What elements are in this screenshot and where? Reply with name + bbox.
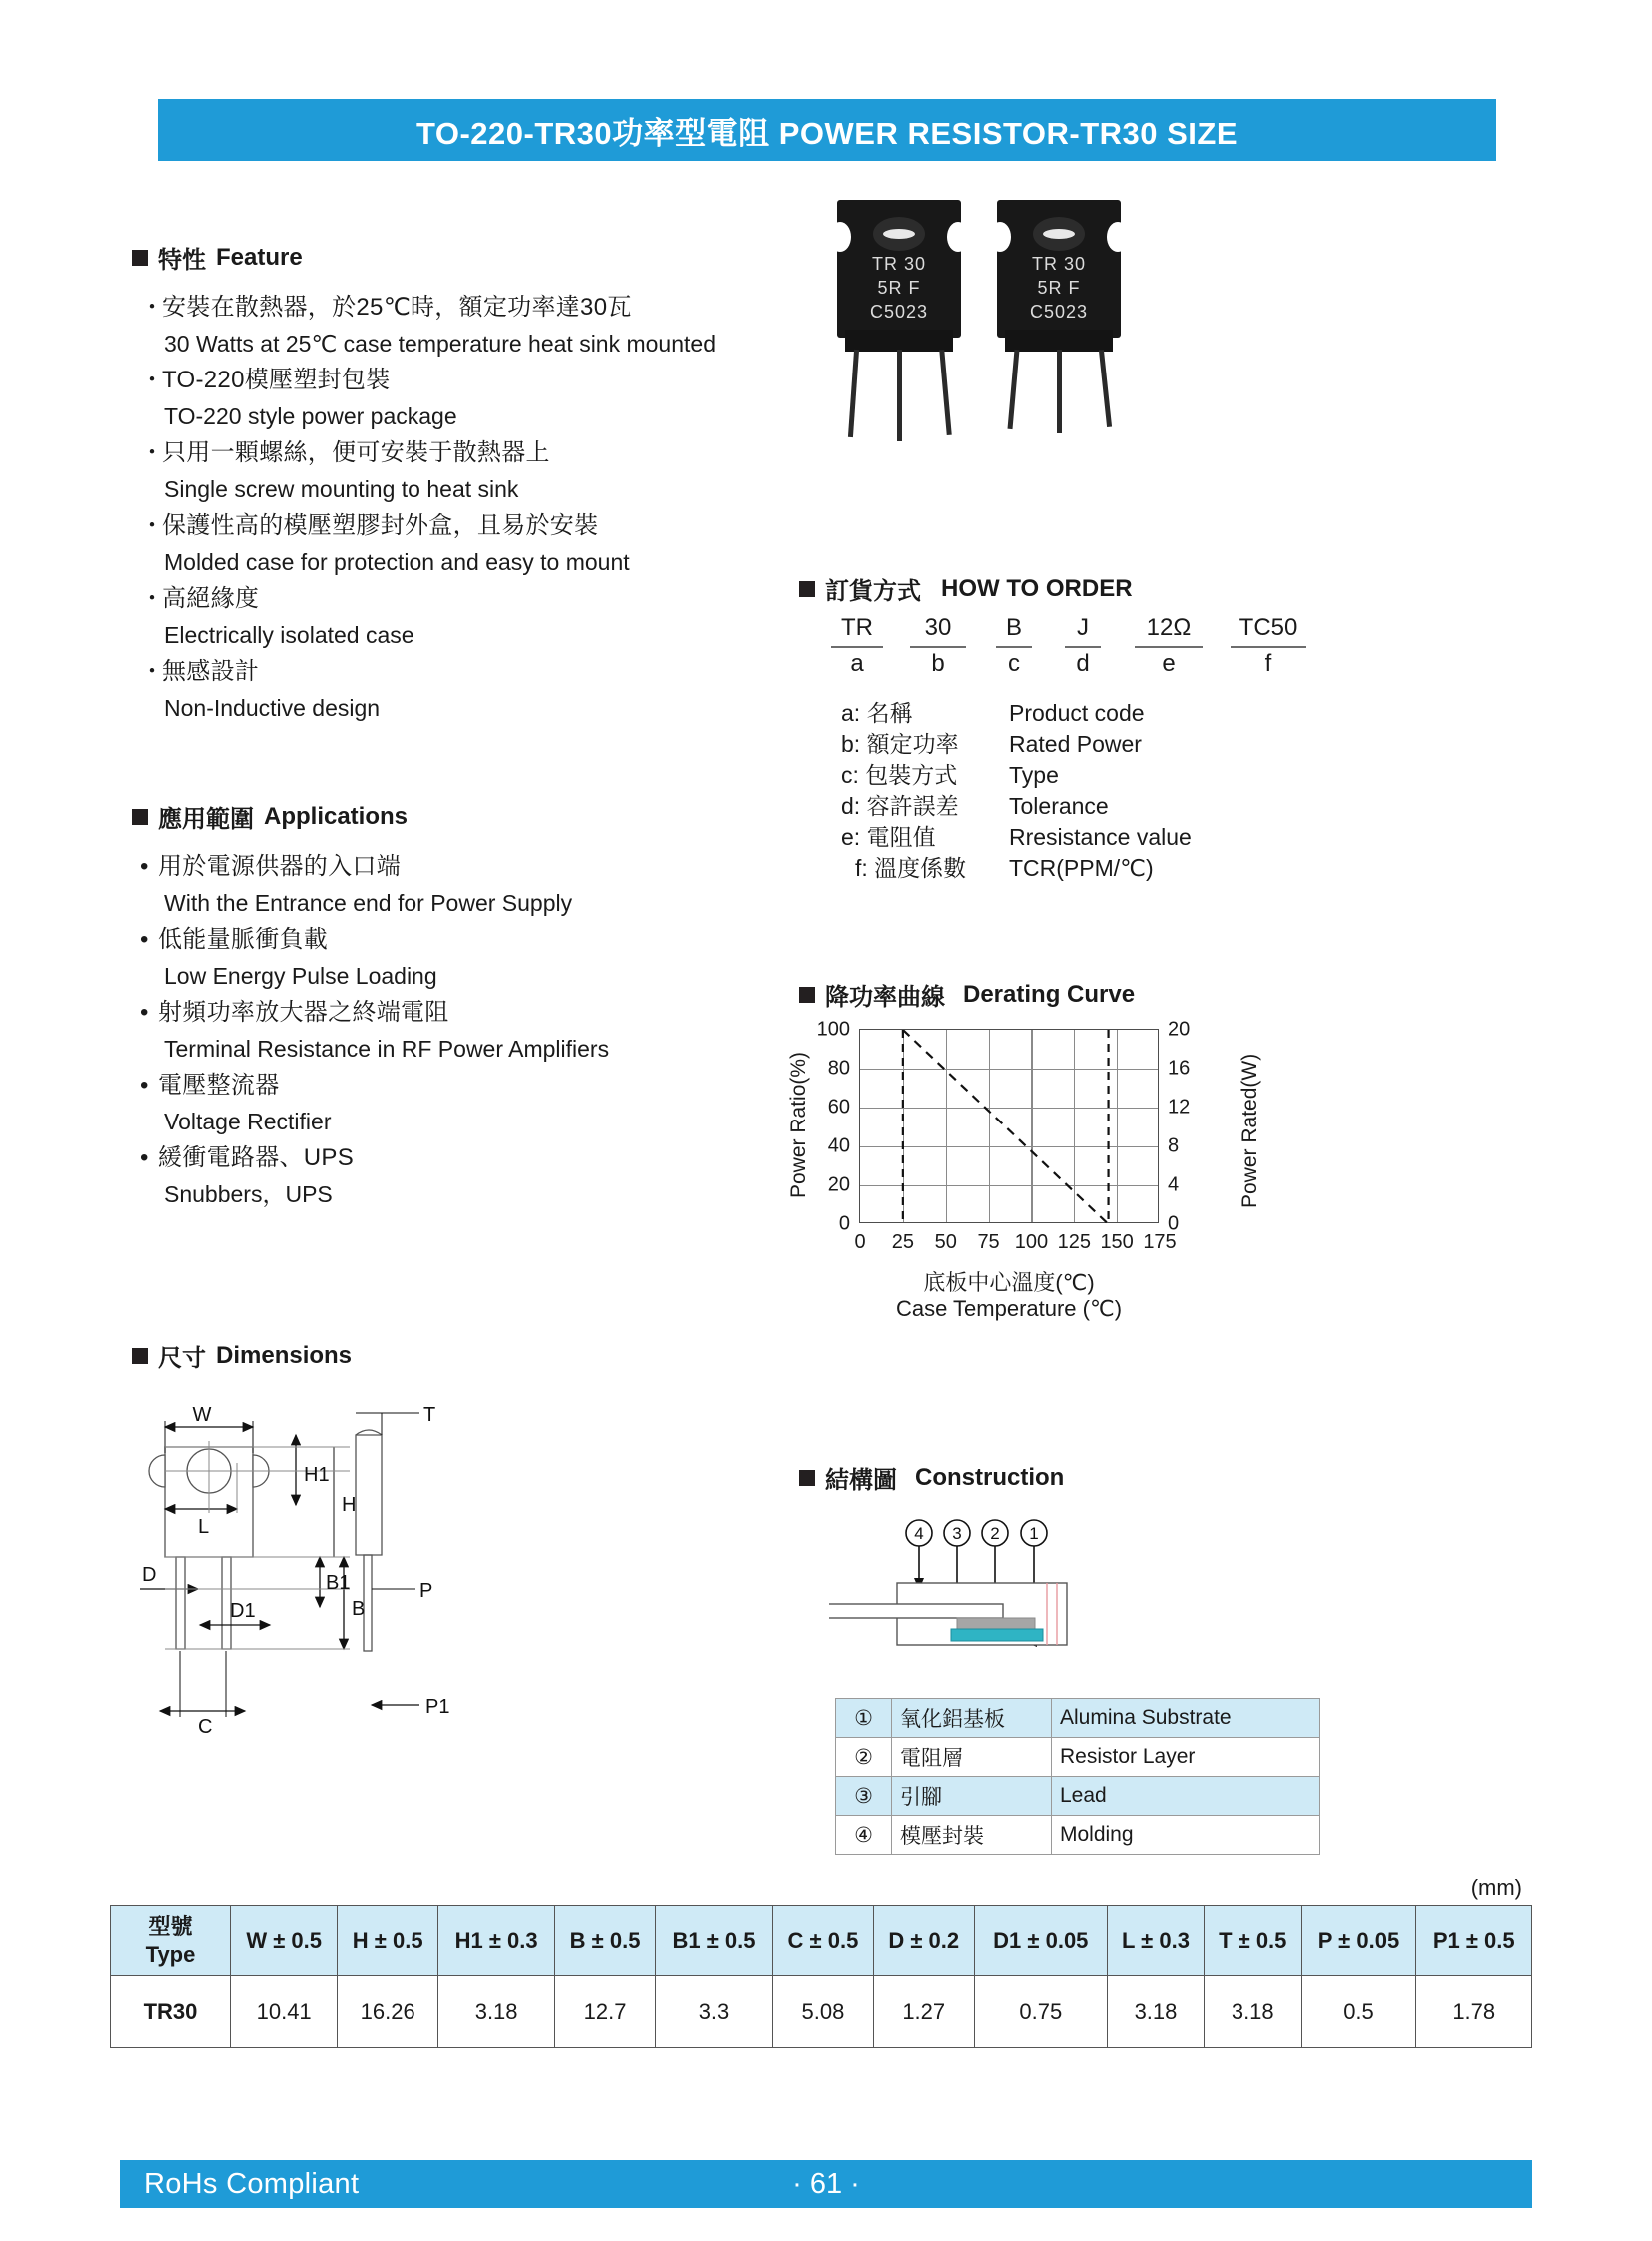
lead-pin <box>848 350 859 437</box>
legend-row <box>841 822 1318 853</box>
construction-name-cn: 電阻層 <box>892 1738 1052 1777</box>
application-item-en: Snubbers，UPS <box>164 1181 333 1207</box>
svg-text:1: 1 <box>1029 1524 1039 1543</box>
part-code-e: 12Ω <box>1146 614 1192 641</box>
derating-chart <box>787 1018 1261 1321</box>
lead-pin <box>897 350 902 441</box>
legend-value: Rated Power <box>1009 731 1142 757</box>
legend-key: f: 溫度係數 <box>855 855 967 881</box>
ytick-left: 100 <box>816 1018 850 1041</box>
legend-row <box>841 853 1318 884</box>
dimensions-heading-cn: 尺寸 <box>158 1345 206 1372</box>
ytick-left: 20 <box>827 1173 850 1196</box>
page-title: TO-220-TR30功率型電阻 POWER RESISTOR-TR30 SIZE <box>415 115 1239 151</box>
construction-name-cn: 引腳 <box>892 1777 1052 1816</box>
xtick: 75 <box>977 1231 1000 1253</box>
application-item-cn: • 低能量脈衝負載 <box>140 926 329 953</box>
package-notch-right-icon <box>1107 222 1129 252</box>
list-item <box>140 363 716 434</box>
construction-name-en: Lead <box>1052 1777 1320 1816</box>
chart-xlabel-cn: 底板中心溫度(℃) <box>923 1270 1095 1295</box>
col-c: C ± 0.5 <box>773 1906 874 1976</box>
application-item-en: Terminal Resistance in RF Power Amplifiers <box>164 1036 610 1062</box>
page-number: · 61 · <box>792 2167 860 2200</box>
legend-value: Type <box>1009 762 1059 788</box>
application-item-cn: • 電壓整流器 <box>140 1072 280 1099</box>
bullet-square-icon <box>799 581 815 597</box>
table-row <box>111 1976 1532 2048</box>
part-key-c: c <box>1008 650 1020 677</box>
part-code-f: TC50 <box>1239 614 1298 641</box>
chart-ylabel-left: Power Ratio(%) <box>787 1051 810 1198</box>
application-item-en: With the Entrance end for Power Supply <box>164 890 573 916</box>
ytick-left: 40 <box>827 1134 850 1157</box>
legend-value: Rresistance value <box>1009 824 1192 850</box>
applications-heading-en: Applications <box>264 802 409 830</box>
section-heading-how-to-order <box>799 571 1133 606</box>
feature-item-en: Non-Inductive design <box>164 695 381 721</box>
part-number-underlines <box>819 646 1318 648</box>
feature-item-cn: ・高絕緣度 <box>140 585 260 612</box>
part-key-d: d <box>1076 650 1090 677</box>
dimensions-table <box>110 1905 1532 2048</box>
legend-row <box>841 729 1318 760</box>
package-notch-left-icon <box>989 222 1011 252</box>
construction-name-en: Molding <box>1052 1816 1320 1855</box>
chart-curve <box>860 1030 1160 1224</box>
bullet-square-icon <box>132 809 148 825</box>
lead-pin <box>1008 350 1020 429</box>
feature-list <box>140 290 716 727</box>
section-heading-dimensions <box>132 1338 352 1373</box>
col-type-cn: 型號 <box>148 1913 193 1939</box>
construction-index: ① <box>836 1699 892 1738</box>
legend-row <box>841 791 1318 822</box>
col-h: H ± 0.5 <box>338 1906 438 1976</box>
resistor-package-image-left <box>837 200 961 338</box>
bullet-square-icon <box>799 987 815 1003</box>
section-heading-applications <box>132 799 408 834</box>
svg-text:W: W <box>192 1404 212 1426</box>
list-item <box>140 508 716 580</box>
application-item-cn: • 射頻功率放大器之終端電阻 <box>140 999 449 1026</box>
lead-pin <box>939 350 951 435</box>
list-item <box>140 290 716 362</box>
page-title-bar <box>158 99 1496 161</box>
chart-ylabel-right: Power Rated(W) <box>1239 1053 1261 1208</box>
legend-value: Tolerance <box>1009 793 1109 819</box>
application-item-en: Voltage Rectifier <box>164 1109 332 1134</box>
cell-l: 3.18 <box>1107 1976 1204 2048</box>
xtick: 0 <box>854 1231 866 1253</box>
page-footer <box>120 2160 1532 2208</box>
xtick: 125 <box>1057 1231 1091 1253</box>
construction-legend-table <box>835 1698 1320 1855</box>
col-b1: B1 ± 0.5 <box>655 1906 772 1976</box>
col-d: D ± 0.2 <box>873 1906 974 1976</box>
ytick-left: 60 <box>827 1096 850 1119</box>
svg-text:H: H <box>342 1494 357 1516</box>
product-photo <box>837 200 1137 449</box>
svg-text:H1: H1 <box>304 1464 330 1486</box>
xtick: 100 <box>1014 1231 1049 1253</box>
col-h1: H1 ± 0.3 <box>438 1906 555 1976</box>
legend-row <box>841 698 1318 729</box>
list-item <box>140 995 609 1067</box>
xtick: 150 <box>1100 1231 1134 1253</box>
legend-key: a: 名稱 <box>841 700 913 726</box>
legend-key: b: 額定功率 <box>841 731 959 757</box>
feature-item-en: 30 Watts at 25℃ case temperature heat sink mounted <box>164 331 716 357</box>
svg-text:B: B <box>352 1598 366 1620</box>
cell-h: 16.26 <box>338 1976 438 2048</box>
package-marking: TR 30 5R F C5023 <box>1029 254 1089 322</box>
table-row <box>836 1699 1320 1738</box>
construction-name-en: Resistor Layer <box>1052 1738 1320 1777</box>
list-item <box>140 1068 609 1139</box>
dimensions-heading-en: Dimensions <box>216 1341 353 1369</box>
table-header-row <box>111 1906 1532 1976</box>
ytick-right: 12 <box>1168 1096 1191 1119</box>
construction-cross-section <box>829 1518 1308 1688</box>
svg-text:C: C <box>198 1716 213 1738</box>
part-key-b: b <box>931 650 945 677</box>
legend-value: TCR(PPM/℃) <box>1009 855 1154 881</box>
svg-text:2: 2 <box>990 1524 1000 1543</box>
feature-item-cn: ・TO-220模壓塑封包裝 <box>140 367 391 393</box>
feature-item-en: TO-220 style power package <box>164 403 457 429</box>
ytick-right: 0 <box>1168 1212 1180 1235</box>
section-heading-derating-curve <box>799 977 1135 1012</box>
svg-text:P: P <box>419 1580 433 1602</box>
section-heading-construction <box>799 1460 1064 1495</box>
ytick-left: 80 <box>827 1057 850 1080</box>
construction-name-en: Alumina Substrate <box>1052 1699 1320 1738</box>
ytick-left: 0 <box>838 1212 850 1235</box>
part-number-keys-row <box>819 650 1318 678</box>
application-item-cn: • 緩衝電路器、UPS <box>140 1144 355 1171</box>
svg-text:D1: D1 <box>230 1600 256 1622</box>
construction-index: ③ <box>836 1777 892 1816</box>
feature-item-cn: ・安裝在散熱器，於25℃時，額定功率達30瓦 <box>140 294 632 321</box>
part-key-f: f <box>1264 650 1272 677</box>
svg-text:3: 3 <box>952 1524 962 1543</box>
construction-name-cn: 模壓封裝 <box>892 1816 1052 1855</box>
svg-text:D: D <box>142 1564 157 1586</box>
derating-heading-cn: 降功率曲線 <box>825 984 945 1011</box>
construction-name-cn: 氧化鋁基板 <box>892 1699 1052 1738</box>
svg-text:T: T <box>423 1404 436 1426</box>
svg-text:4: 4 <box>914 1524 924 1543</box>
col-t: T ± 0.5 <box>1204 1906 1301 1976</box>
part-number-parts-row <box>819 614 1318 642</box>
unit-label: (mm) <box>1470 1875 1522 1900</box>
construction-heading-en: Construction <box>915 1463 1065 1491</box>
order-heading-cn: 訂貨方式 <box>825 578 921 605</box>
application-item-en: Low Energy Pulse Loading <box>164 963 437 989</box>
application-item-cn: • 用於電源供器的入口端 <box>140 853 401 880</box>
package-tab <box>1005 330 1113 352</box>
construction-heading-cn: 結構圖 <box>825 1467 897 1494</box>
dimensions-svg <box>120 1393 549 1793</box>
list-item <box>140 922 609 994</box>
construction-index: ② <box>836 1738 892 1777</box>
table-row <box>836 1738 1320 1777</box>
package-leads <box>847 350 951 441</box>
ytick-right: 20 <box>1168 1018 1191 1041</box>
col-type-en: Type <box>145 1941 196 1967</box>
feature-heading-cn: 特性 <box>158 247 206 274</box>
list-item <box>140 581 716 653</box>
lead-pin <box>1099 350 1112 427</box>
list-item <box>140 1140 609 1212</box>
part-code-a: TR <box>841 614 873 641</box>
part-code-d: J <box>1077 614 1089 641</box>
package-marking: TR 30 5R F C5023 <box>869 254 929 322</box>
ytick-right: 16 <box>1168 1057 1191 1080</box>
feature-item-en: Molded case for protection and easy to mount <box>164 549 630 575</box>
part-code-b: 30 <box>924 614 952 641</box>
package-leads <box>1007 350 1111 441</box>
legend-key: c: 包裝方式 <box>841 762 958 788</box>
legend-key: e: 電阻值 <box>841 824 936 850</box>
feature-item-en: Single screw mounting to heat sink <box>164 476 519 502</box>
cell-p1: 1.78 <box>1416 1976 1532 2048</box>
package-notch-right-icon <box>947 222 969 252</box>
table-row <box>836 1816 1320 1855</box>
bullet-square-icon <box>132 1348 148 1364</box>
feature-item-en: Electrically isolated case <box>164 622 414 648</box>
rohs-compliant-label: RoHs Compliant <box>144 2167 360 2200</box>
cell-d1: 0.75 <box>974 1976 1107 2048</box>
dimensions-drawing <box>120 1393 549 1793</box>
ytick-right: 4 <box>1168 1173 1180 1196</box>
cell-d: 1.27 <box>873 1976 974 2048</box>
derating-heading-en: Derating Curve <box>963 980 1136 1008</box>
section-heading-feature <box>132 240 303 275</box>
cell-t: 3.18 <box>1204 1976 1301 2048</box>
col-p1: P1 ± 0.5 <box>1416 1906 1532 1976</box>
col-type <box>111 1906 231 1976</box>
applications-list <box>140 849 609 1213</box>
list-item <box>140 654 716 726</box>
legend-row <box>841 760 1318 791</box>
legend-value: Product code <box>1009 700 1145 726</box>
construction-diagram <box>829 1518 1308 1688</box>
col-p: P ± 0.05 <box>1301 1906 1416 1976</box>
svg-text:B1: B1 <box>326 1572 351 1594</box>
chart-plot-area <box>816 1018 1191 1253</box>
list-item <box>140 849 609 921</box>
bullet-square-icon <box>132 250 148 266</box>
svg-text:L: L <box>198 1516 210 1538</box>
part-key-e: e <box>1162 650 1176 677</box>
xtick: 50 <box>934 1231 957 1253</box>
chart-xlabel-en: Case Temperature (℃) <box>895 1296 1123 1321</box>
col-d1: D1 ± 0.05 <box>974 1906 1107 1976</box>
part-number-decoder <box>819 614 1318 884</box>
order-heading-en: HOW TO ORDER <box>941 574 1133 602</box>
col-l: L ± 0.3 <box>1107 1906 1204 1976</box>
feature-item-cn: ・保護性高的模壓塑膠封外盒，且易於安裝 <box>140 512 599 539</box>
feature-item-cn: ・只用一顆螺絲，便可安裝于散熱器上 <box>140 439 550 466</box>
package-body <box>837 200 961 338</box>
cell-type: TR30 <box>111 1976 231 2048</box>
list-item <box>140 435 716 507</box>
cell-h1: 3.18 <box>438 1976 555 2048</box>
part-key-a: a <box>850 650 864 677</box>
xtick: 175 <box>1143 1231 1177 1253</box>
cell-b1: 3.3 <box>655 1976 772 2048</box>
part-number-legend <box>841 698 1318 884</box>
legend-key: d: 容許誤差 <box>841 793 959 819</box>
lead-pin <box>1057 350 1062 433</box>
svg-text:P1: P1 <box>425 1696 450 1718</box>
cell-p: 0.5 <box>1301 1976 1416 2048</box>
cell-b: 12.7 <box>555 1976 656 2048</box>
cell-w: 10.41 <box>231 1976 338 2048</box>
applications-heading-cn: 應用範圍 <box>158 806 254 833</box>
xtick: 25 <box>891 1231 914 1253</box>
resistor-package-image-right <box>997 200 1121 338</box>
ytick-right: 8 <box>1168 1134 1180 1157</box>
feature-item-cn: ・無感設計 <box>140 658 260 685</box>
mounting-hole-icon <box>873 217 925 251</box>
col-b: B ± 0.5 <box>555 1906 656 1976</box>
col-w: W ± 0.5 <box>231 1906 338 1976</box>
package-body <box>997 200 1121 338</box>
bullet-square-icon <box>799 1470 815 1486</box>
table-row <box>836 1777 1320 1816</box>
part-code-c: B <box>1005 614 1022 641</box>
mounting-hole-icon <box>1033 217 1085 251</box>
package-tab <box>845 330 953 352</box>
package-notch-left-icon <box>829 222 851 252</box>
cell-c: 5.08 <box>773 1976 874 2048</box>
feature-heading-en: Feature <box>216 243 303 271</box>
construction-index: ④ <box>836 1816 892 1855</box>
